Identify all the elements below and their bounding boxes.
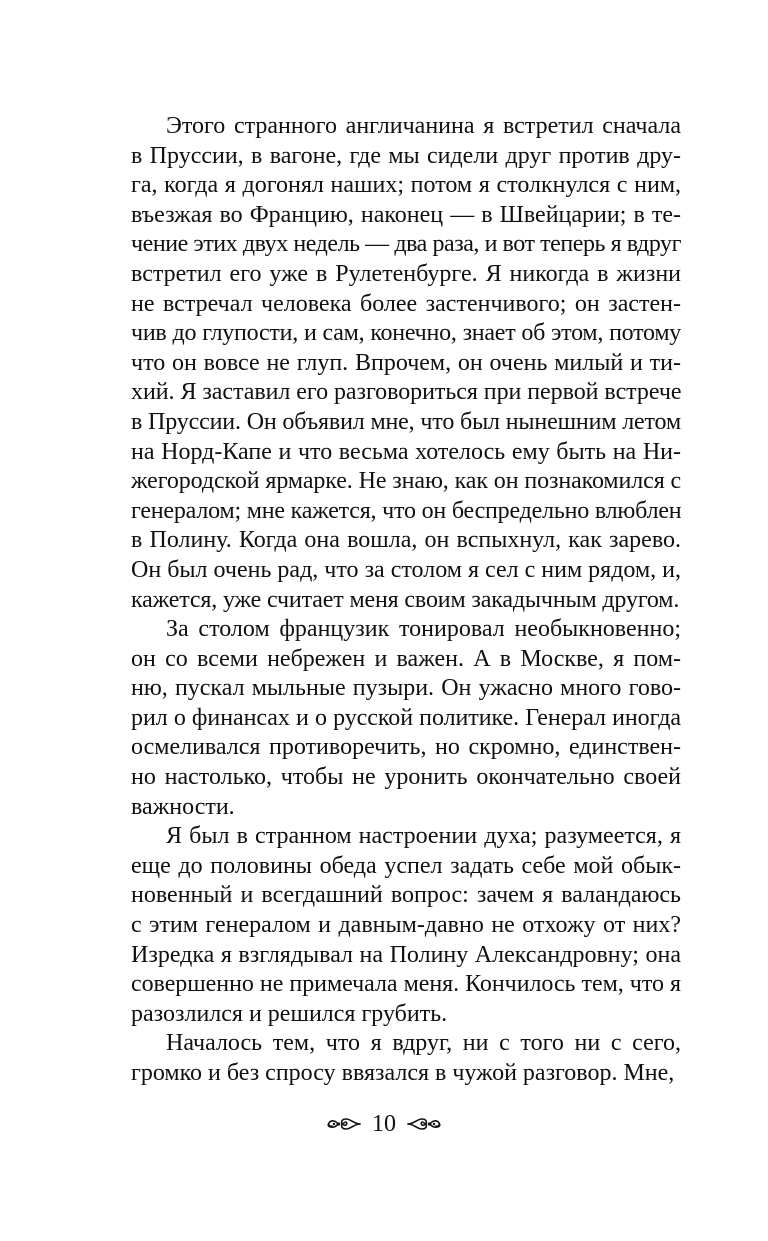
text-line: Изредка я взглядывал на Полину Александровну; она <box>131 941 681 968</box>
text-line: осмеливался противоречить, но скромно, единствен- <box>131 734 681 761</box>
text-line: что он вовсе не глуп. Впрочем, он очень милый и ти- <box>131 349 681 376</box>
text-line: Этого странного англичанина я встретил сначала <box>166 113 681 139</box>
text-line: хий. Я заставил его разговориться при первой встрече <box>131 379 682 406</box>
text-line: новенный и всегдашний вопрос: зачем я валандаюсь <box>131 882 681 909</box>
text-line: еще до половины обеда успел задать себе мой обык- <box>131 852 681 879</box>
text-line: Он был очень рад, что за столом я сел с ним рядом, и, <box>131 556 681 583</box>
text-line: встретил его уже в Рулетенбурге. Я никогда в жизни <box>131 260 681 287</box>
text-line: на Норд-Капе и что весьма хотелось ему быть на Ни- <box>131 438 681 465</box>
text-line: Я был в странном настроении духа; разумеется, я <box>166 823 681 850</box>
text-line: он со всеми небрежен и важен. А в Москве, я пом- <box>131 645 681 672</box>
text-line: совершенно не примечала меня. Кончилось тем, что я <box>131 971 681 998</box>
text-line: в Пруссии, в вагоне, где мы сидели друг против дру- <box>131 142 681 169</box>
text-line: генералом; мне кажется, что он беспредельно влюблен <box>131 497 682 524</box>
text-line: с этим генералом и давным-давно не отхожу от них? <box>131 912 681 939</box>
text-line: За столом французик тонировал необыкновенно; <box>166 616 681 643</box>
text-line: кажется, уже считает меня своим закадычным другом. <box>131 586 680 613</box>
text-line: не встречал человека более застенчивого; он застен- <box>131 290 681 317</box>
text-line: Началось тем, что я вдруг, ни с того ни с сего, <box>166 1030 681 1057</box>
text-line: в Полину. Когда она вошла, он вспыхнул, как зарево. <box>131 527 681 554</box>
body-text <box>131 112 681 1089</box>
text-line: жегородской ярмарке. Не знаю, как он познакомился с <box>131 468 682 495</box>
text-line: но настолько, чтобы не уронить окончательно своей <box>131 764 681 791</box>
text-line: в Пруссии. Он объявил мне, что был нынешним летом <box>131 408 681 435</box>
text-line: разозлился и решился грубить. <box>131 1000 448 1027</box>
page-number: 10 <box>372 1110 396 1137</box>
text-line: важности. <box>131 793 235 820</box>
page-footer <box>0 1106 768 1142</box>
fleuron-left-icon <box>326 1114 362 1134</box>
text-line: га, когда я догонял наших; потом я столкнулся с ним, <box>131 172 681 199</box>
fleuron-right-icon <box>406 1114 442 1134</box>
text-line: громко и без спросу ввязался в чужой разговор. Мне, <box>131 1060 675 1086</box>
text-line: въезжая во Францию, наконец — в Швейцарии; в те- <box>131 201 681 228</box>
text-line: рил о финансах и о русской политике. Генерал иногда <box>131 704 681 731</box>
text-line: чив до глупости, и сам, конечно, знает об этом, потому <box>131 320 681 347</box>
text-line: чение этих двух недель — два раза, и вот теперь я вдруг <box>131 231 681 258</box>
text-line: ню, пускал мыльные пузыри. Он ужасно много гово- <box>131 675 681 702</box>
